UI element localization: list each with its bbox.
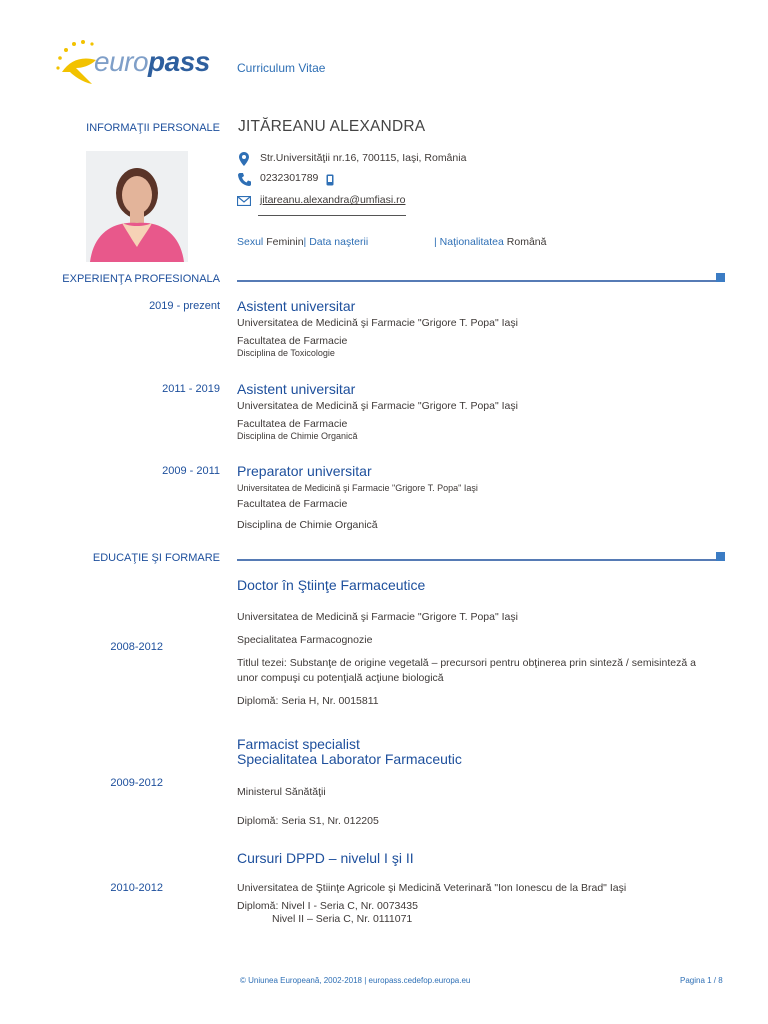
- nationality-value: Română: [506, 236, 547, 248]
- personal-details-row: Sexul Feminin| Data naşterii: [237, 236, 369, 248]
- exp-faculty: Facultatea de Farmacie: [237, 335, 348, 347]
- logo-euro: euro: [94, 46, 149, 77]
- edu-line: Diplomă: Seria S1, Nr. 012205: [237, 815, 379, 827]
- person-photo-icon: [86, 151, 188, 262]
- exp-period: 2009 - 2011: [162, 465, 220, 477]
- edu-period: 2009-2012: [110, 777, 163, 789]
- sex-value: Feminin: [266, 236, 304, 248]
- edu-title: Cursuri DPPD – nivelul I şi II: [237, 850, 414, 866]
- address-text: Str.Universităţii nr.16, 700115, Iaşi, România: [260, 152, 467, 164]
- edu-line: Diplomă: Nivel I - Seria C, Nr. 0073435: [237, 900, 418, 912]
- email-link[interactable]: jitareanu.alexandra@umfiasi.ro: [260, 194, 406, 206]
- exp-period: 2011 - 2019: [162, 383, 220, 395]
- experience-section-label: EXPERIENŢA PROFESIONALA: [62, 273, 220, 285]
- person-name: JITĂREANU ALEXANDRA: [238, 118, 426, 135]
- mobile-icon: [326, 174, 334, 186]
- footer-page-number: Pagina 1 / 8: [680, 976, 723, 985]
- exp-title: Preparator universitar: [237, 463, 372, 479]
- exp-discipline: Disciplina de Chimie Organică: [237, 431, 358, 441]
- exp-faculty: Facultatea de Farmacie: [237, 498, 348, 510]
- exp-discipline: Disciplina de Chimie Organică: [237, 519, 378, 531]
- edu-title-2: Specialitatea Laborator Farmaceutic: [237, 751, 462, 767]
- education-section-marker: [716, 552, 725, 561]
- nationality-row: | Naţionalitatea Română: [434, 236, 547, 248]
- edu-title: Farmacist specialist: [237, 736, 360, 752]
- sex-label: Sexul: [237, 236, 264, 248]
- exp-employer: Universitatea de Medicină şi Farmacie "Grigore T. Popa" Iaşi: [237, 317, 518, 329]
- logo-pass: pass: [148, 46, 210, 77]
- phone-text: 0232301789: [260, 172, 319, 184]
- email-icon: [237, 196, 251, 206]
- edu-line: Titlul tezei: Substanţe de origine vegetală – precursori pentru obţinerea prin sinteză / semisinteză a: [237, 657, 696, 669]
- edu-period: 2010-2012: [110, 882, 163, 894]
- birth-label: Data naşterii: [309, 236, 369, 248]
- edu-line: unor compuşi cu potenţială acţiune biologică: [237, 672, 444, 684]
- experience-section-line: [237, 280, 717, 282]
- exp-discipline: Disciplina de Toxicologie: [237, 348, 335, 358]
- personal-info-label: INFORMAŢII PERSONALE: [86, 122, 220, 134]
- edu-period: 2008-2012: [110, 641, 163, 653]
- edu-line: Universitatea de Medicină şi Farmacie "Grigore T. Popa" Iaşi: [237, 611, 518, 623]
- edu-line: Nivel II – Seria C, Nr. 0111071: [272, 913, 413, 925]
- nationality-label: Naţionalitatea: [439, 236, 504, 248]
- edu-line: Specialitatea Farmacognozie: [237, 634, 373, 646]
- exp-period: 2019 - prezent: [149, 300, 220, 312]
- edu-line: Ministerul Sănătăţii: [237, 786, 326, 798]
- exp-title: Asistent universitar: [237, 381, 356, 397]
- footer-copyright: © Uniunea Europeană, 2002-2018 | europass.cedefop.europa.eu: [240, 976, 471, 985]
- education-section-label: EDUCAŢIE ŞI FORMARE: [92, 552, 220, 564]
- doc-title: Curriculum Vitae: [237, 61, 326, 75]
- edu-line: Diplomă: Seria H, Nr. 0015811: [237, 695, 379, 707]
- experience-section-marker: [716, 273, 725, 282]
- phone-icon: [237, 172, 251, 186]
- exp-employer: Universitatea de Medicină şi Farmacie "Grigore T. Popa" Iaşi: [237, 400, 518, 412]
- europass-logo: [52, 38, 222, 88]
- exp-employer: Universitatea de Medicină şi Farmacie "Grigore T. Popa" Iaşi: [237, 483, 478, 493]
- edu-line: Universitatea de Ştiinţe Agricole şi Medicină Veterinară "Ion Ionescu de la Brad" Iaşi: [237, 882, 627, 894]
- exp-title: Asistent universitar: [237, 298, 356, 314]
- exp-faculty: Facultatea de Farmacie: [237, 418, 348, 430]
- education-section-line: [237, 559, 717, 561]
- email-separator-line: [258, 215, 406, 216]
- edu-title: Doctor în Ştiinţe Farmaceutice: [237, 577, 426, 593]
- profile-photo: [86, 151, 188, 262]
- location-icon: [237, 151, 251, 167]
